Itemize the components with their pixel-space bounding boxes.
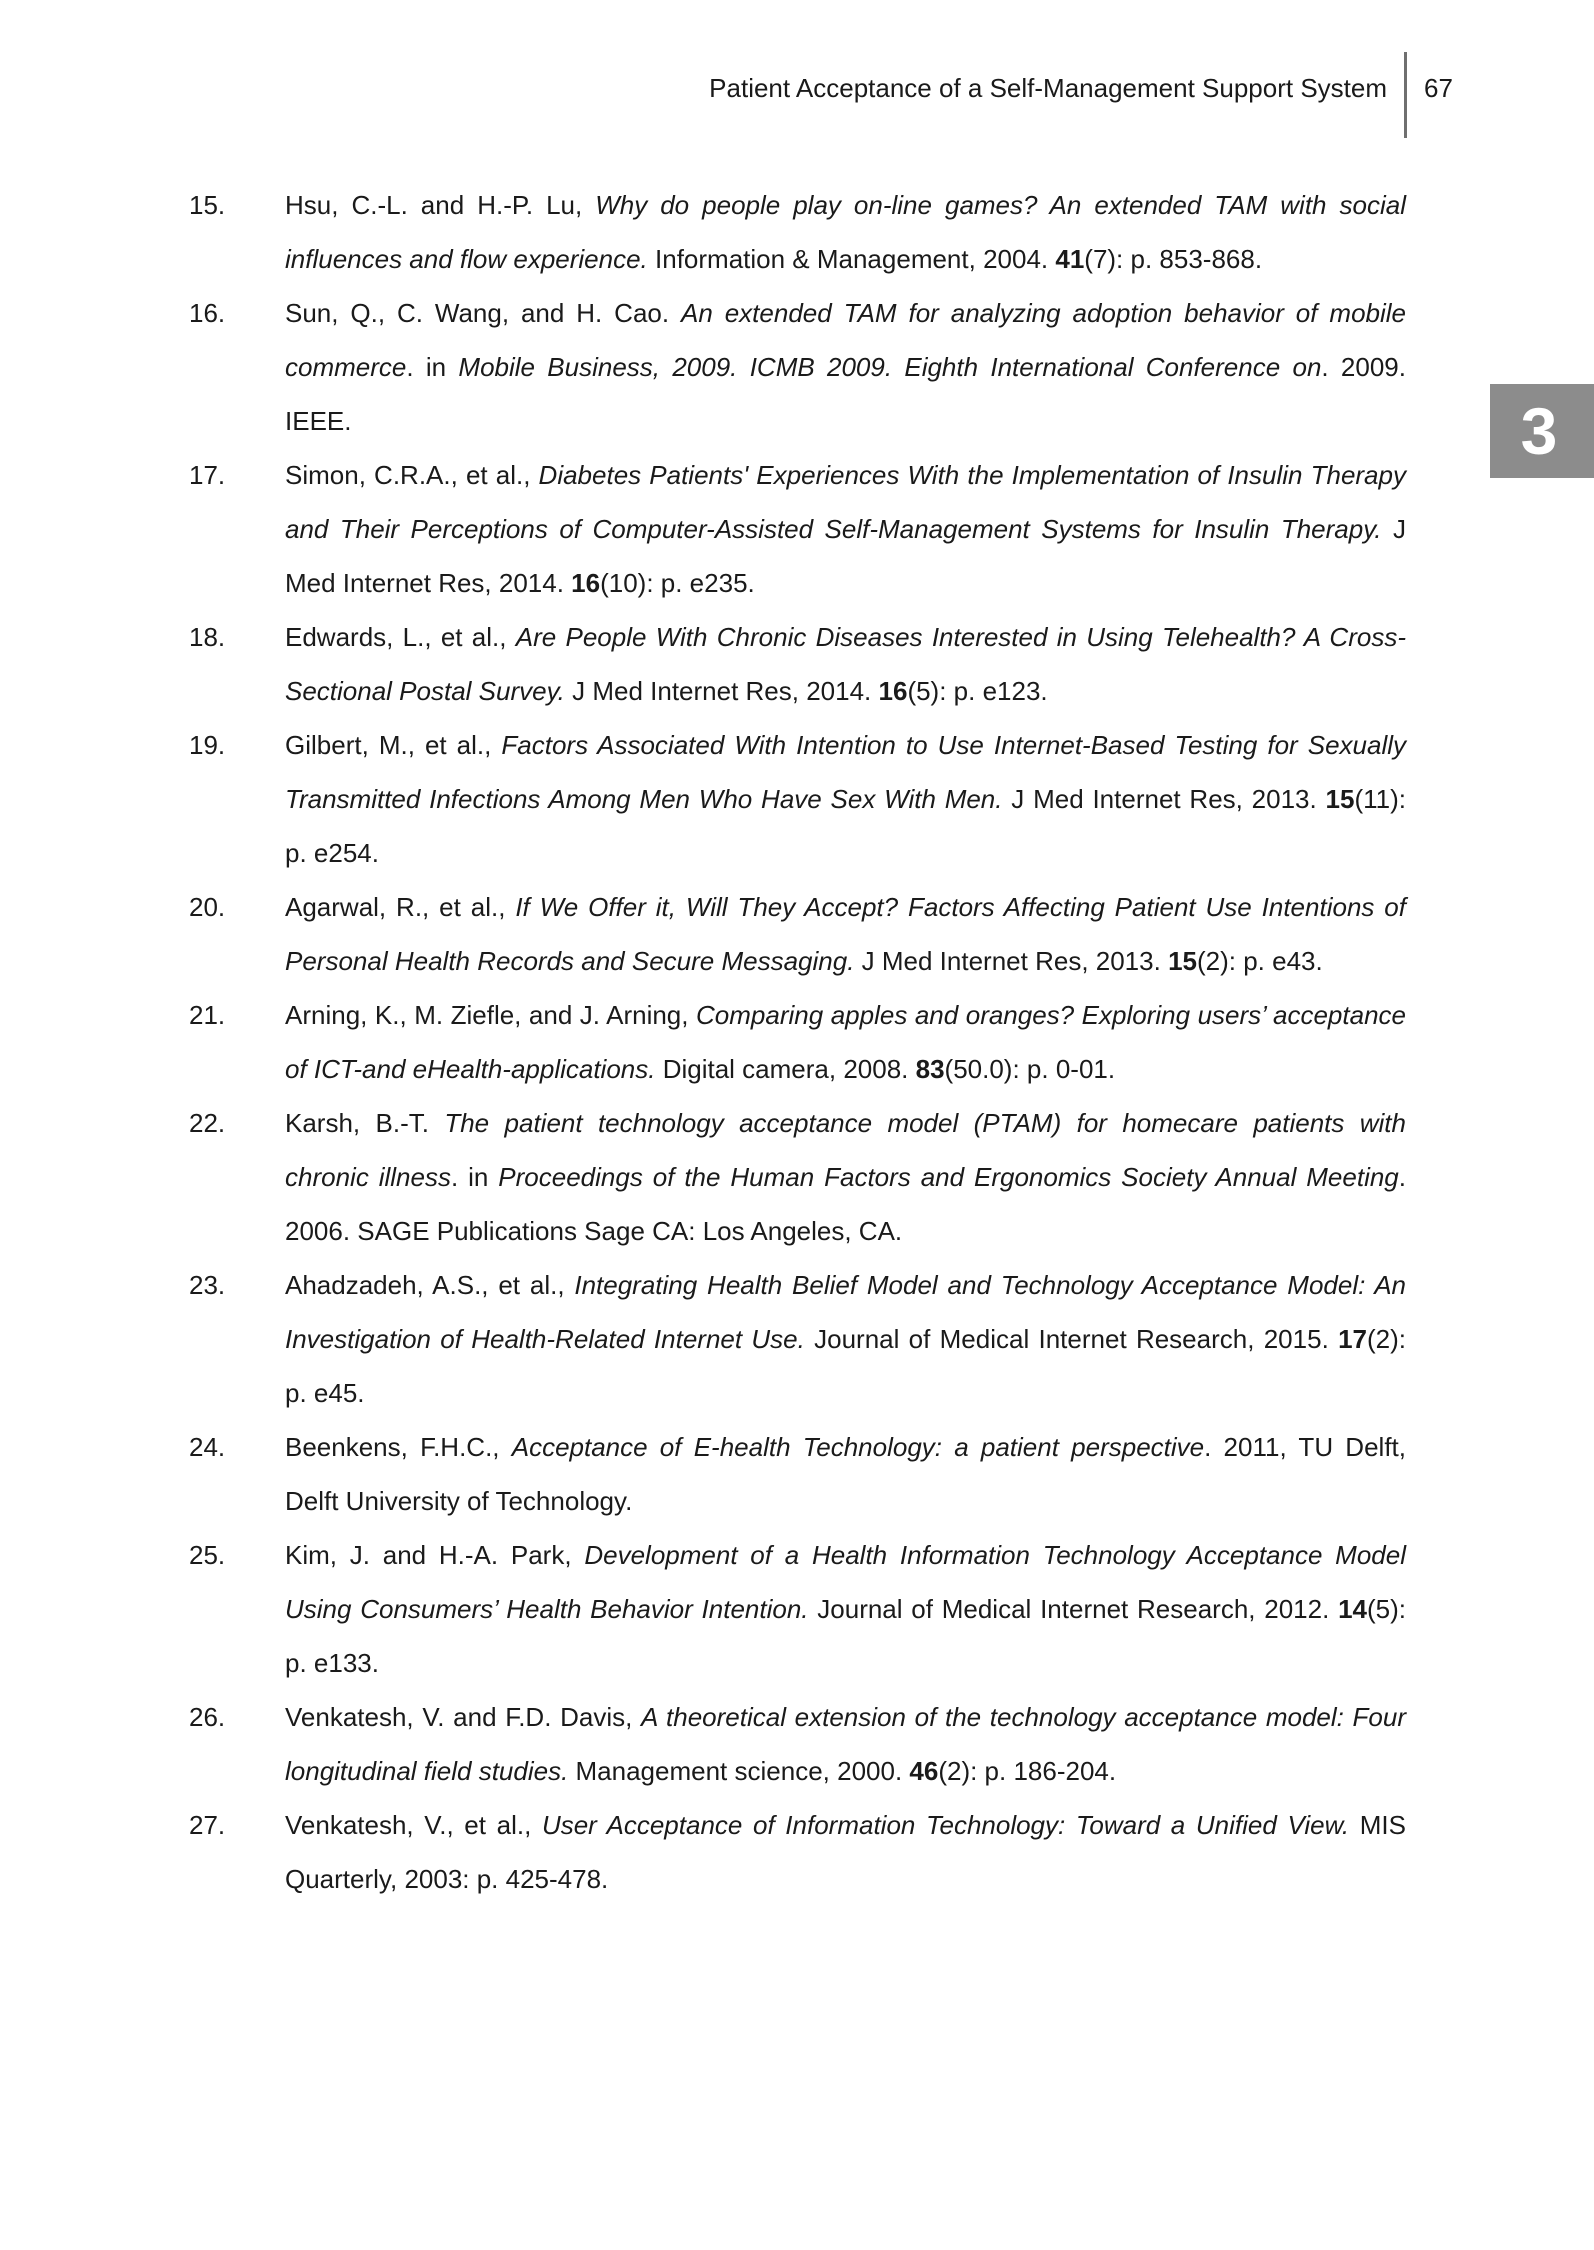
reference-title: Comparing apples and oranges? Exploring users’ acceptance of ICT-and eHealth-applications. — [285, 1000, 1406, 1084]
reference-segment: . in — [450, 1162, 499, 1192]
reference-segment: . in — [406, 352, 459, 382]
reference-segment: J Med Internet Res, 2013. — [1002, 784, 1326, 814]
reference-segment: Agarwal, R., et al., — [285, 892, 516, 922]
reference-item — [189, 1420, 1406, 1528]
reference-text — [285, 892, 1406, 976]
reference-volume: 16 — [878, 676, 908, 706]
reference-segment: (50.0): p. 0-01. — [944, 1054, 1116, 1084]
header-divider — [1404, 52, 1407, 138]
reference-segment: (2): p. e43. — [1196, 946, 1323, 976]
reference-segment: Hsu, C.-L. and H.-P. Lu, — [285, 190, 596, 220]
reference-segment: (5): p. e123. — [907, 676, 1048, 706]
reference-volume: 17 — [1338, 1324, 1367, 1354]
reference-item — [189, 880, 1406, 988]
reference-segment: Beenkens, F.H.C., — [285, 1432, 512, 1462]
reference-segment: J Med Internet Res, 2014. — [285, 514, 1407, 598]
reference-number: 24. — [189, 1432, 226, 1462]
reference-title: Development of a Health Information Technology Acceptance Model Using Consumers’ Health Behavior Intention. — [285, 1540, 1406, 1624]
reference-segment: Sun, Q., C. Wang, and H. Cao. — [285, 298, 682, 328]
reference-segment: (11): p. e254. — [285, 784, 1406, 868]
reference-text — [285, 1432, 1406, 1516]
reference-segment: . 2011, TU Delft, Delft University of Technology. — [285, 1432, 1406, 1516]
reference-segment: (5): p. e133. — [285, 1594, 1406, 1678]
reference-text — [285, 1270, 1406, 1408]
reference-volume: 14 — [1338, 1594, 1367, 1624]
reference-title: A theoretical extension of the technology acceptance model: Four longitudinal field studies. — [285, 1702, 1407, 1786]
reference-item — [189, 1096, 1406, 1258]
reference-item — [189, 988, 1406, 1096]
reference-title: Factors Associated With Intention to Use Internet-Based Testing for Sexually Transmitted Infections Among Men Who Have Sex With Men. — [285, 730, 1406, 814]
reference-item — [189, 1258, 1406, 1420]
reference-segment: Kim, J. and H.-A. Park, — [285, 1540, 585, 1570]
reference-title: User Acceptance of Information Technology: Toward a Unified View. — [541, 1810, 1350, 1840]
reference-segment: MIS Quarterly, 2003: p. 425-478. — [285, 1810, 1406, 1894]
reference-number: 20. — [189, 892, 226, 922]
reference-number: 17. — [189, 460, 226, 490]
reference-text — [285, 1810, 1406, 1894]
reference-segment: . 2009. IEEE. — [285, 352, 1406, 436]
reference-text — [285, 1000, 1406, 1084]
reference-item — [189, 718, 1406, 880]
reference-title: Are People With Chronic Diseases Interested in Using Telehealth? A Cross-Sectional Postal Survey. — [285, 622, 1406, 706]
reference-item — [189, 286, 1406, 448]
reference-segment: Venkatesh, V. and F.D. Davis, — [285, 1702, 641, 1732]
reference-number: 19. — [189, 730, 226, 760]
reference-title: Acceptance of E-health Technology: a patient perspective — [511, 1432, 1205, 1462]
reference-segment: Journal of Medical Internet Research, 2015. — [804, 1324, 1339, 1354]
reference-number: 26. — [189, 1702, 226, 1732]
reference-segment: Information & Management, 2004. — [647, 244, 1056, 274]
reference-number: 21. — [189, 1000, 226, 1030]
reference-title: If We Offer it, Will They Accept? Factors Affecting Patient Use Intentions of Personal Health Records and Secure Messaging. — [285, 892, 1406, 976]
reference-segment: . 2006. SAGE Publications Sage CA: Los Angeles, CA. — [285, 1162, 1406, 1246]
reference-segment: (10): p. e235. — [600, 568, 755, 598]
reference-text — [285, 1702, 1406, 1786]
reference-volume: 46 — [909, 1756, 939, 1786]
reference-title: Why do people play on-line games? An extended TAM with social influences and flow experience. — [285, 190, 1406, 274]
reference-title: Integrating Health Belief Model and Technology Acceptance Model: An Investigation of Health-Related Internet Use. — [285, 1270, 1406, 1354]
reference-text — [285, 622, 1406, 706]
reference-segment: Digital camera, 2008. — [655, 1054, 916, 1084]
reference-segment: Gilbert, M., et al., — [285, 730, 502, 760]
reference-segment: Arning, K., M. Ziefle, and J. Arning, — [285, 1000, 697, 1030]
reference-title: Diabetes Patients' Experiences With the Implementation of Insulin Therapy and Their Perceptions of Computer-Assisted Self-Management Systems for Insulin Therapy. — [285, 460, 1406, 544]
reference-volume: 15 — [1325, 784, 1355, 814]
reference-segment: Management science, 2000. — [568, 1756, 910, 1786]
reference-title: The patient technology acceptance model (PTAM) for homecare patients with chronic illness — [285, 1108, 1406, 1192]
reference-number: 15. — [189, 190, 226, 220]
reference-text — [285, 190, 1406, 274]
running-header — [0, 68, 1594, 108]
reference-segment: Edwards, L., et al., — [285, 622, 516, 652]
reference-text — [285, 1108, 1406, 1246]
reference-volume: 16 — [571, 568, 601, 598]
chapter-tab: 3 — [1490, 384, 1594, 478]
reference-number: 22. — [189, 1108, 226, 1138]
reference-segment: Venkatesh, V., et al., — [285, 1810, 542, 1840]
reference-number: 16. — [189, 298, 226, 328]
running-title: Patient Acceptance of a Self-Management Support System — [709, 73, 1387, 103]
reference-segment: Karsh, B.-T. — [285, 1108, 445, 1138]
reference-title: An extended TAM for analyzing adoption behavior of mobile commerce — [285, 298, 1406, 382]
reference-item — [189, 1690, 1406, 1798]
reference-number: 18. — [189, 622, 226, 652]
reference-volume: 41 — [1055, 244, 1085, 274]
reference-item — [189, 448, 1406, 610]
reference-number: 25. — [189, 1540, 226, 1570]
page-number: 67 — [1424, 73, 1453, 103]
reference-segment: (7): p. 853-868. — [1084, 244, 1263, 274]
reference-number: 23. — [189, 1270, 226, 1300]
reference-item — [189, 1798, 1406, 1906]
reference-text — [285, 1540, 1406, 1678]
reference-volume: 83 — [915, 1054, 945, 1084]
reference-item — [189, 610, 1406, 718]
reference-title: Proceedings of the Human Factors and Ergonomics Society Annual Meeting — [498, 1162, 1399, 1192]
reference-volume: 15 — [1168, 946, 1197, 976]
reference-segment: (2): p. e45. — [285, 1324, 1406, 1408]
reference-number: 27. — [189, 1810, 226, 1840]
reference-text — [285, 730, 1406, 868]
reference-segment: J Med Internet Res, 2014. — [564, 676, 879, 706]
reference-list — [189, 178, 1406, 1906]
reference-segment: Journal of Medical Internet Research, 2012. — [808, 1594, 1339, 1624]
reference-text — [285, 298, 1406, 436]
reference-segment: Simon, C.R.A., et al., — [285, 460, 539, 490]
reference-segment: Ahadzadeh, A.S., et al., — [285, 1270, 575, 1300]
reference-title: Mobile Business, 2009. ICMB 2009. Eighth International Conference on — [458, 352, 1322, 382]
reference-item — [189, 1528, 1406, 1690]
reference-text — [285, 460, 1406, 598]
reference-segment: J Med Internet Res, 2013. — [854, 946, 1169, 976]
reference-item — [189, 178, 1406, 286]
reference-segment: (2): p. 186-204. — [938, 1756, 1117, 1786]
